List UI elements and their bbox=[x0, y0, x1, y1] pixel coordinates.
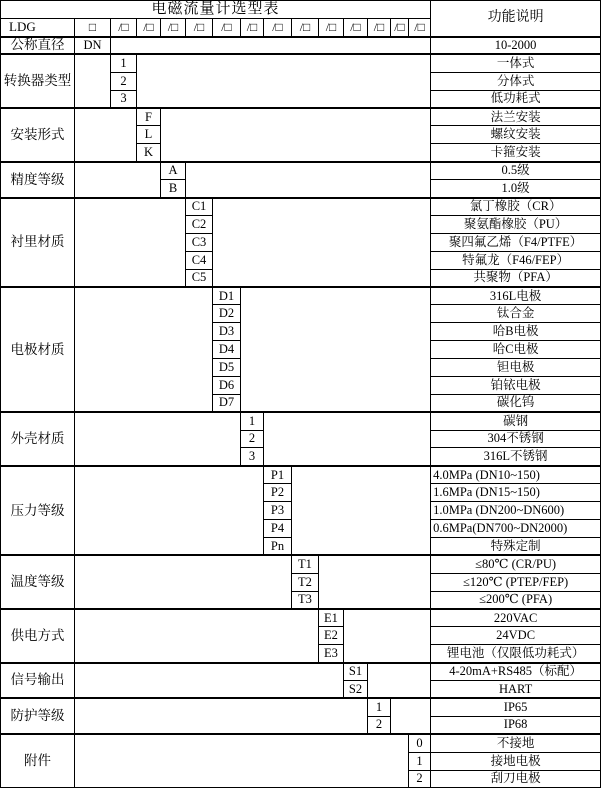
option-code-cell: C2 bbox=[186, 215, 213, 233]
option-code-cell: D4 bbox=[213, 341, 241, 359]
spacer-cell bbox=[368, 663, 431, 699]
option-code-cell: 2 bbox=[409, 770, 431, 788]
option-code-cell: P1 bbox=[264, 466, 292, 484]
option-description-cell: 4-20mA+RS485（标配） bbox=[431, 663, 601, 681]
option-description-cell: 接地电极 bbox=[431, 752, 601, 770]
spacer-cell bbox=[213, 198, 431, 287]
option-description-cell: 共聚物（PFA） bbox=[431, 269, 601, 287]
option-description-cell: ≤200℃ (PFA) bbox=[431, 591, 601, 609]
option-description-cell: 钛合金 bbox=[431, 305, 601, 323]
option-code-cell: 2 bbox=[241, 430, 264, 448]
category-label: 防护等级 bbox=[1, 698, 75, 734]
option-code-cell: C4 bbox=[186, 251, 213, 269]
model-code-slot: /□ bbox=[161, 19, 186, 37]
option-description-cell: HART bbox=[431, 681, 601, 699]
option-code-cell: T3 bbox=[292, 591, 319, 609]
model-code-slot: /□ bbox=[111, 19, 137, 37]
model-code-label: LDG bbox=[1, 19, 75, 37]
option-description-cell: 10-2000 bbox=[431, 37, 601, 55]
spacer-cell bbox=[319, 555, 431, 609]
model-code-slot: /□ bbox=[319, 19, 344, 37]
option-code-cell: 1 bbox=[111, 54, 137, 72]
option-description-cell: 316L电极 bbox=[431, 287, 601, 305]
option-description-cell: 氯丁橡胶（CR） bbox=[431, 198, 601, 216]
spacer-cell bbox=[111, 37, 431, 55]
option-code-cell: L bbox=[137, 126, 161, 144]
option-description-cell: 钽电极 bbox=[431, 359, 601, 377]
model-code-slot: /□ bbox=[409, 19, 431, 37]
spacer-cell bbox=[75, 663, 344, 699]
option-description-cell: ≤80℃ (CR/PU) bbox=[431, 555, 601, 573]
model-code-slot: /□ bbox=[241, 19, 264, 37]
option-code-cell: P4 bbox=[264, 520, 292, 538]
spacer-cell bbox=[161, 108, 431, 162]
spacer-cell bbox=[344, 609, 431, 663]
option-code-cell: D1 bbox=[213, 287, 241, 305]
model-code-slot: /□ bbox=[264, 19, 292, 37]
option-code-cell: P2 bbox=[264, 484, 292, 502]
option-code-cell: S1 bbox=[344, 663, 368, 681]
option-description-cell: 碳钢 bbox=[431, 412, 601, 430]
category-label: 精度等级 bbox=[1, 162, 75, 198]
category-label: 温度等级 bbox=[1, 555, 75, 609]
option-code-cell: S2 bbox=[344, 681, 368, 699]
option-description-cell: 低功耗式 bbox=[431, 90, 601, 108]
function-description-header: 功能说明 bbox=[431, 1, 601, 37]
spacer-cell bbox=[75, 108, 137, 162]
category-label: 信号输出 bbox=[1, 663, 75, 699]
selection-table-body bbox=[1, 1, 601, 788]
option-code-cell: 1 bbox=[409, 752, 431, 770]
option-code-cell: 2 bbox=[368, 716, 391, 734]
option-code-cell: 3 bbox=[241, 448, 264, 466]
option-code-cell: T1 bbox=[292, 555, 319, 573]
option-code-cell: E2 bbox=[319, 627, 344, 645]
option-description-cell: 卡箍安装 bbox=[431, 144, 601, 162]
option-description-cell: 1.0MPa (DN200~DN600) bbox=[431, 502, 601, 520]
category-label: 供电方式 bbox=[1, 609, 75, 663]
option-description-cell: 220VAC bbox=[431, 609, 601, 627]
category-label: 公称直径 bbox=[1, 37, 75, 55]
model-code-slot: □ bbox=[75, 19, 111, 37]
spacer-cell bbox=[75, 698, 368, 734]
spacer-cell bbox=[391, 698, 431, 734]
category-label: 外壳材质 bbox=[1, 412, 75, 466]
spacer-cell bbox=[75, 734, 409, 788]
option-description-cell: 4.0MPa (DN10~150) bbox=[431, 466, 601, 484]
category-label: 转换器类型 bbox=[1, 54, 75, 108]
option-description-cell: 哈B电极 bbox=[431, 323, 601, 341]
model-code-slot: /□ bbox=[368, 19, 391, 37]
option-code-cell: E3 bbox=[319, 645, 344, 663]
option-description-cell: 特殊定制 bbox=[431, 537, 601, 555]
option-description-cell: 锂电池（仅限低功耗式） bbox=[431, 645, 601, 663]
option-description-cell: 1.0级 bbox=[431, 180, 601, 198]
option-description-cell: 24VDC bbox=[431, 627, 601, 645]
spacer-cell bbox=[75, 54, 111, 108]
option-code-cell: C3 bbox=[186, 233, 213, 251]
option-description-cell: 分体式 bbox=[431, 72, 601, 90]
option-description-cell: 铂铱电极 bbox=[431, 376, 601, 394]
model-code-slot: /□ bbox=[344, 19, 368, 37]
option-code-cell: T2 bbox=[292, 573, 319, 591]
option-code-cell: C5 bbox=[186, 269, 213, 287]
option-code-cell: C1 bbox=[186, 198, 213, 216]
model-code-slot: /□ bbox=[391, 19, 409, 37]
spacer-cell bbox=[75, 198, 186, 287]
option-code-cell: F bbox=[137, 108, 161, 126]
option-code-cell: E1 bbox=[319, 609, 344, 627]
option-description-cell: ≤120℃ (PTEP/FEP) bbox=[431, 573, 601, 591]
option-description-cell: 刮刀电极 bbox=[431, 770, 601, 788]
option-code-cell: 3 bbox=[111, 90, 137, 108]
option-description-cell: 特氟龙（F46/FEP） bbox=[431, 251, 601, 269]
category-label: 安装形式 bbox=[1, 108, 75, 162]
option-code-cell: 0 bbox=[409, 734, 431, 752]
option-description-cell: 聚四氟乙烯（F4/PTFE） bbox=[431, 233, 601, 251]
spacer-cell bbox=[75, 287, 213, 412]
spacer-cell bbox=[75, 162, 161, 198]
option-description-cell: 0.6MPa(DN700~DN2000) bbox=[431, 520, 601, 538]
option-code-cell: 1 bbox=[241, 412, 264, 430]
table-title: 电磁流量计选型表 bbox=[1, 1, 431, 19]
option-code-cell: D6 bbox=[213, 376, 241, 394]
option-code-cell: Pn bbox=[264, 537, 292, 555]
spacer-cell bbox=[75, 466, 264, 555]
spacer-cell bbox=[292, 466, 431, 555]
option-description-cell: 1.6MPa (DN15~150) bbox=[431, 484, 601, 502]
spacer-cell bbox=[75, 609, 319, 663]
option-description-cell: 碳化钨 bbox=[431, 394, 601, 412]
spacer-cell bbox=[186, 162, 431, 198]
option-code-cell: 1 bbox=[368, 698, 391, 716]
spacer-cell bbox=[75, 555, 292, 609]
option-code-cell: P3 bbox=[264, 502, 292, 520]
model-code-slot: /□ bbox=[137, 19, 161, 37]
spacer-cell bbox=[75, 412, 241, 466]
option-code-cell: B bbox=[161, 180, 186, 198]
category-label: 附件 bbox=[1, 734, 75, 788]
option-code-cell: DN bbox=[75, 37, 111, 55]
option-description-cell: IP68 bbox=[431, 716, 601, 734]
option-code-cell: D3 bbox=[213, 323, 241, 341]
option-description-cell: 一体式 bbox=[431, 54, 601, 72]
option-description-cell: 哈C电极 bbox=[431, 341, 601, 359]
option-description-cell: 316L不锈钢 bbox=[431, 448, 601, 466]
category-label: 衬里材质 bbox=[1, 198, 75, 287]
spacer-cell bbox=[264, 412, 431, 466]
spacer-cell bbox=[241, 287, 431, 412]
model-code-slot: /□ bbox=[186, 19, 213, 37]
option-description-cell: 法兰安装 bbox=[431, 108, 601, 126]
option-code-cell: D5 bbox=[213, 359, 241, 377]
spacer-cell bbox=[137, 54, 431, 108]
option-description-cell: 0.5级 bbox=[431, 162, 601, 180]
option-code-cell: 2 bbox=[111, 72, 137, 90]
option-code-cell: A bbox=[161, 162, 186, 180]
option-description-cell: 304不锈钢 bbox=[431, 430, 601, 448]
category-label: 电极材质 bbox=[1, 287, 75, 412]
option-code-cell: D7 bbox=[213, 394, 241, 412]
option-description-cell: 螺纹安装 bbox=[431, 126, 601, 144]
option-description-cell: 不接地 bbox=[431, 734, 601, 752]
model-code-slot: /□ bbox=[213, 19, 241, 37]
option-code-cell: D2 bbox=[213, 305, 241, 323]
option-code-cell: K bbox=[137, 144, 161, 162]
model-code-slot: /□ bbox=[292, 19, 319, 37]
option-description-cell: IP65 bbox=[431, 698, 601, 716]
option-description-cell: 聚氨酯橡胶（PU） bbox=[431, 215, 601, 233]
category-label: 压力等级 bbox=[1, 466, 75, 555]
